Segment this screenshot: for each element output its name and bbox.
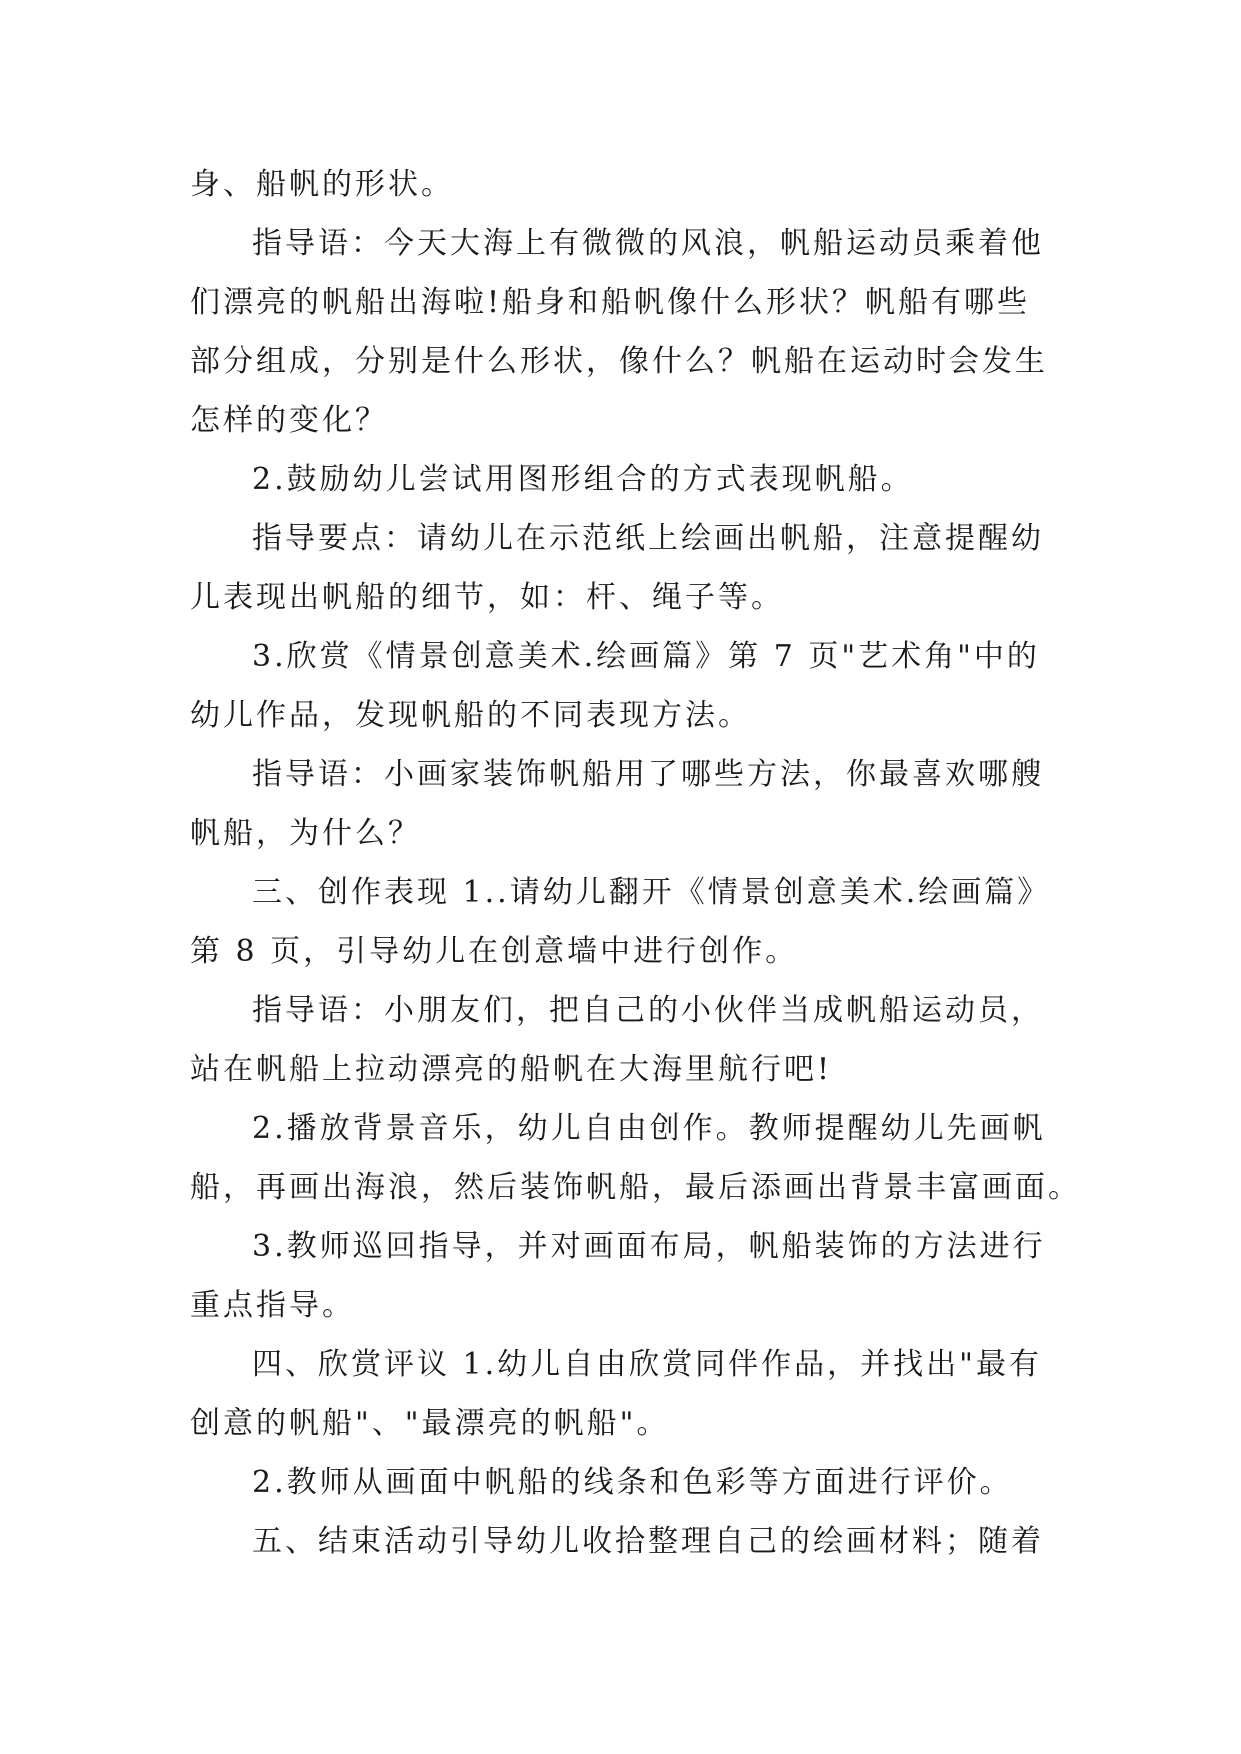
- text-line: 2.播放背景音乐，幼儿自由创作。教师提醒幼儿先画帆: [252, 1111, 1046, 1146]
- text-line: 身、船帆的形状。: [190, 167, 454, 202]
- text-line: 2.教师从画面中帆船的线条和色彩等方面进行评价。: [252, 1465, 1013, 1500]
- text-line: 三、创作表现 1..请幼儿翻开《情景创意美术.绘画篇》: [252, 875, 1051, 910]
- text-line: 3.欣赏《情景创意美术.绘画篇》第 7 页"艺术角"中的: [252, 639, 1040, 674]
- text-line: 指导语：小朋友们，把自己的小伙伴当成帆船运动员，: [252, 993, 1044, 1028]
- text-line: 五、结束活动引导幼儿收拾整理自己的绘画材料；随着: [252, 1524, 1044, 1559]
- text-line: 站在帆船上拉动漂亮的船帆在大海里航行吧!: [190, 1052, 833, 1087]
- text-line: 重点指导。: [190, 1288, 355, 1323]
- text-line: 儿表现出帆船的细节，如：杆、绳子等。: [190, 580, 784, 615]
- text-line: 2.鼓励幼儿尝试用图形组合的方式表现帆船。: [252, 462, 914, 497]
- text-line: 指导语：今天大海上有微微的风浪，帆船运动员乘着他: [252, 226, 1044, 261]
- text-line: 指导要点：请幼儿在示范纸上绘画出帆船，注意提醒幼: [252, 521, 1044, 556]
- text-line: 指导语：小画家装饰帆船用了哪些方法，你最喜欢哪艘: [252, 757, 1044, 792]
- text-line: 四、欣赏评议 1.幼儿自由欣赏同伴作品，并找出"最有: [252, 1347, 1042, 1382]
- text-line: 船，再画出海浪，然后装饰帆船，最后添画出背景丰富画面。: [190, 1170, 1081, 1205]
- text-line: 3.教师巡回指导，并对画面布局，帆船装饰的方法进行: [252, 1229, 1046, 1264]
- document-body: [190, 155, 1081, 1571]
- text-line: 创意的帆船"、"最漂亮的帆船"。: [190, 1406, 670, 1441]
- text-line: 幼儿作品，发现帆船的不同表现方法。: [190, 698, 751, 733]
- text-line: 们漂亮的帆船出海啦!船身和船帆像什么形状？帆船有哪些: [190, 285, 1031, 320]
- text-line: 部分组成，分别是什么形状，像什么？帆船在运动时会发生: [190, 344, 1048, 379]
- text-line: 第 8 页，引导幼儿在创意墙中进行创作。: [190, 934, 799, 969]
- text-line: 怎样的变化？: [190, 403, 388, 438]
- text-line: 帆船，为什么？: [190, 816, 421, 851]
